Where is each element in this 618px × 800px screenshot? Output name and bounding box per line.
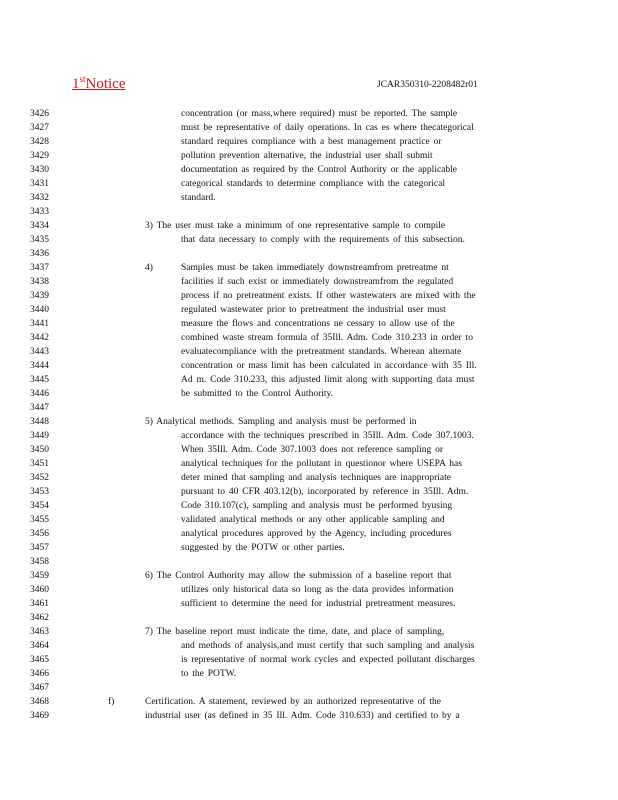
line-number: 3438 xyxy=(30,277,49,287)
line-number: 3435 xyxy=(30,235,49,245)
notice-number: 1 xyxy=(72,76,80,92)
line-number: 3427 xyxy=(30,123,49,133)
line-number: 3449 xyxy=(30,431,49,441)
line-number: 3459 xyxy=(30,571,49,581)
body-line: deter mined that sampling and analysis techniques are inappropriate xyxy=(181,473,451,483)
line-number: 3452 xyxy=(30,473,49,483)
line-number: 3433 xyxy=(30,207,49,217)
body-line: regulated wastewater prior to pretreatment the industrial user must xyxy=(181,305,446,315)
body-line: 5) Analytical methods. Sampling and analysis must be performed in xyxy=(145,417,417,427)
body-line: industrial user (as defined in 35 Ill. Adm. Code 310.633) and certified to by a xyxy=(145,711,460,721)
body-line: measure the flows and concentrations ne cessary to allow use of the xyxy=(181,319,455,329)
body-line: Certification. A statement, reviewed by an authorized representative of the xyxy=(145,697,442,707)
line-number: 3454 xyxy=(30,501,49,511)
line-number: 3442 xyxy=(30,333,49,343)
line-number: 3465 xyxy=(30,655,49,665)
body-line: and methods of analysis,and must certify that such sampling and analysis xyxy=(181,641,475,651)
line-number: 3429 xyxy=(30,151,49,161)
body-line: accordance with the techniques prescribed in 35Ill. Adm. Code 307.1003. xyxy=(181,431,474,441)
body-line: standard. xyxy=(181,193,216,203)
body-line: validated analytical methods or any other applicable sampling and xyxy=(181,515,445,525)
line-number: 3450 xyxy=(30,445,49,455)
body-line: Code 310.107(c), sampling and analysis must be performed byusing xyxy=(181,501,453,511)
line-number: 3460 xyxy=(30,585,49,595)
body-line: utilizes only historical data so long as the data provides information xyxy=(181,585,454,595)
line-number: 3451 xyxy=(30,459,49,469)
line-number: 3466 xyxy=(30,669,49,679)
body-line: combined waste stream formula of 35Ill. Adm. Code 310.233 in order to xyxy=(181,333,473,343)
line-number: 3457 xyxy=(30,543,49,553)
line-number: 3469 xyxy=(30,711,49,721)
notice-word: Notice xyxy=(85,76,126,92)
body-line: must be representative of daily operations. In cas es where thecategorical xyxy=(181,123,474,133)
body-line: suggested by the POTW or other parties. xyxy=(181,543,345,553)
line-number: 3456 xyxy=(30,529,49,539)
body-line: pollution prevention alternative, the industrial user shall submit xyxy=(181,151,433,161)
body-line: categorical standards to determine compliance with the categorical xyxy=(181,179,445,189)
body-line: is representative of normal work cycles and expected pollutant discharges xyxy=(181,655,475,665)
body-line: 6) The Control Authority may allow the submission of a baseline report that xyxy=(145,571,452,581)
line-number: 3447 xyxy=(30,403,49,413)
document-id: JCAR350310-2208482r01 xyxy=(377,80,478,90)
line-number: 3432 xyxy=(30,193,49,203)
line-number: 3439 xyxy=(30,291,49,301)
line-number: 3446 xyxy=(30,389,49,399)
line-number: 3436 xyxy=(30,249,49,259)
line-number: 3428 xyxy=(30,137,49,147)
line-number: 3440 xyxy=(30,305,49,315)
body-line: analytical procedures approved by the Agency, including procedures xyxy=(181,529,452,539)
item-letter: f) xyxy=(108,697,115,707)
notice-label xyxy=(72,74,126,93)
line-number: 3453 xyxy=(30,487,49,497)
body-line: standard requires compliance with a best management practice or xyxy=(181,137,442,147)
line-number: 3448 xyxy=(30,417,49,427)
line-number: 3463 xyxy=(30,627,49,637)
body-line: sufficient to determine the need for industrial pretreatment measures. xyxy=(181,599,456,609)
line-number: 3458 xyxy=(30,557,49,567)
body-line: evaluatecompliance with the pretreatment standards. Wherean alternate xyxy=(181,347,462,357)
line-number: 3462 xyxy=(30,613,49,623)
item-number: 4) xyxy=(145,263,153,273)
line-number: 3444 xyxy=(30,361,49,371)
body-line: concentration or mass limit has been calculated in accordance with 35 Ill. xyxy=(181,361,477,371)
line-number: 3445 xyxy=(30,375,49,385)
line-number: 3441 xyxy=(30,319,49,329)
line-number: 3426 xyxy=(30,109,49,119)
line-number: 3455 xyxy=(30,515,49,525)
body-line: concentration (or mass,where required) must be reported. The sample xyxy=(181,109,458,119)
line-number: 3431 xyxy=(30,179,49,189)
body-line: be submitted to the Control Authority. xyxy=(181,389,334,399)
line-number: 3430 xyxy=(30,165,49,175)
body-line: documentation as required by the Control Authority or the applicable xyxy=(181,165,458,175)
line-number: 3467 xyxy=(30,683,49,693)
body-line: analytical techniques for the pollutant in questionor where USEPA has xyxy=(181,459,462,469)
body-line: process if no pretreatment exists. If other wastewaters are mixed with the xyxy=(181,291,476,301)
body-line: pursuant to 40 CFR 403.12(b), incorporated by reference in 35Ill. Adm. xyxy=(181,487,469,497)
body-line: When 35Ill. Adm. Code 307.1003 does not reference sampling or xyxy=(181,445,444,455)
line-number: 3434 xyxy=(30,221,49,231)
notice-suffix: st xyxy=(79,74,86,84)
line-number: 3461 xyxy=(30,599,49,609)
body-line: 3) The user must take a minimum of one representative sample to compile xyxy=(145,221,446,231)
line-number: 3468 xyxy=(30,697,49,707)
body-line: to the POTW. xyxy=(181,669,237,679)
body-line: 7) The baseline report must indicate the time, date, and place of sampling, xyxy=(145,627,445,637)
line-number: 3443 xyxy=(30,347,49,357)
line-number: 3464 xyxy=(30,641,49,651)
body-line: that data necessary to comply with the requirements of this subsection. xyxy=(181,235,465,245)
body-line: Samples must be taken immediately downstreamfrom pretreatme nt xyxy=(181,263,449,273)
body-line: Ad m. Code 310.233, this adjusted limit along with supporting data must xyxy=(181,375,475,385)
line-number: 3437 xyxy=(30,263,49,273)
body-line: facilities if such exist or immediately downstreamfrom the regulated xyxy=(181,277,454,287)
